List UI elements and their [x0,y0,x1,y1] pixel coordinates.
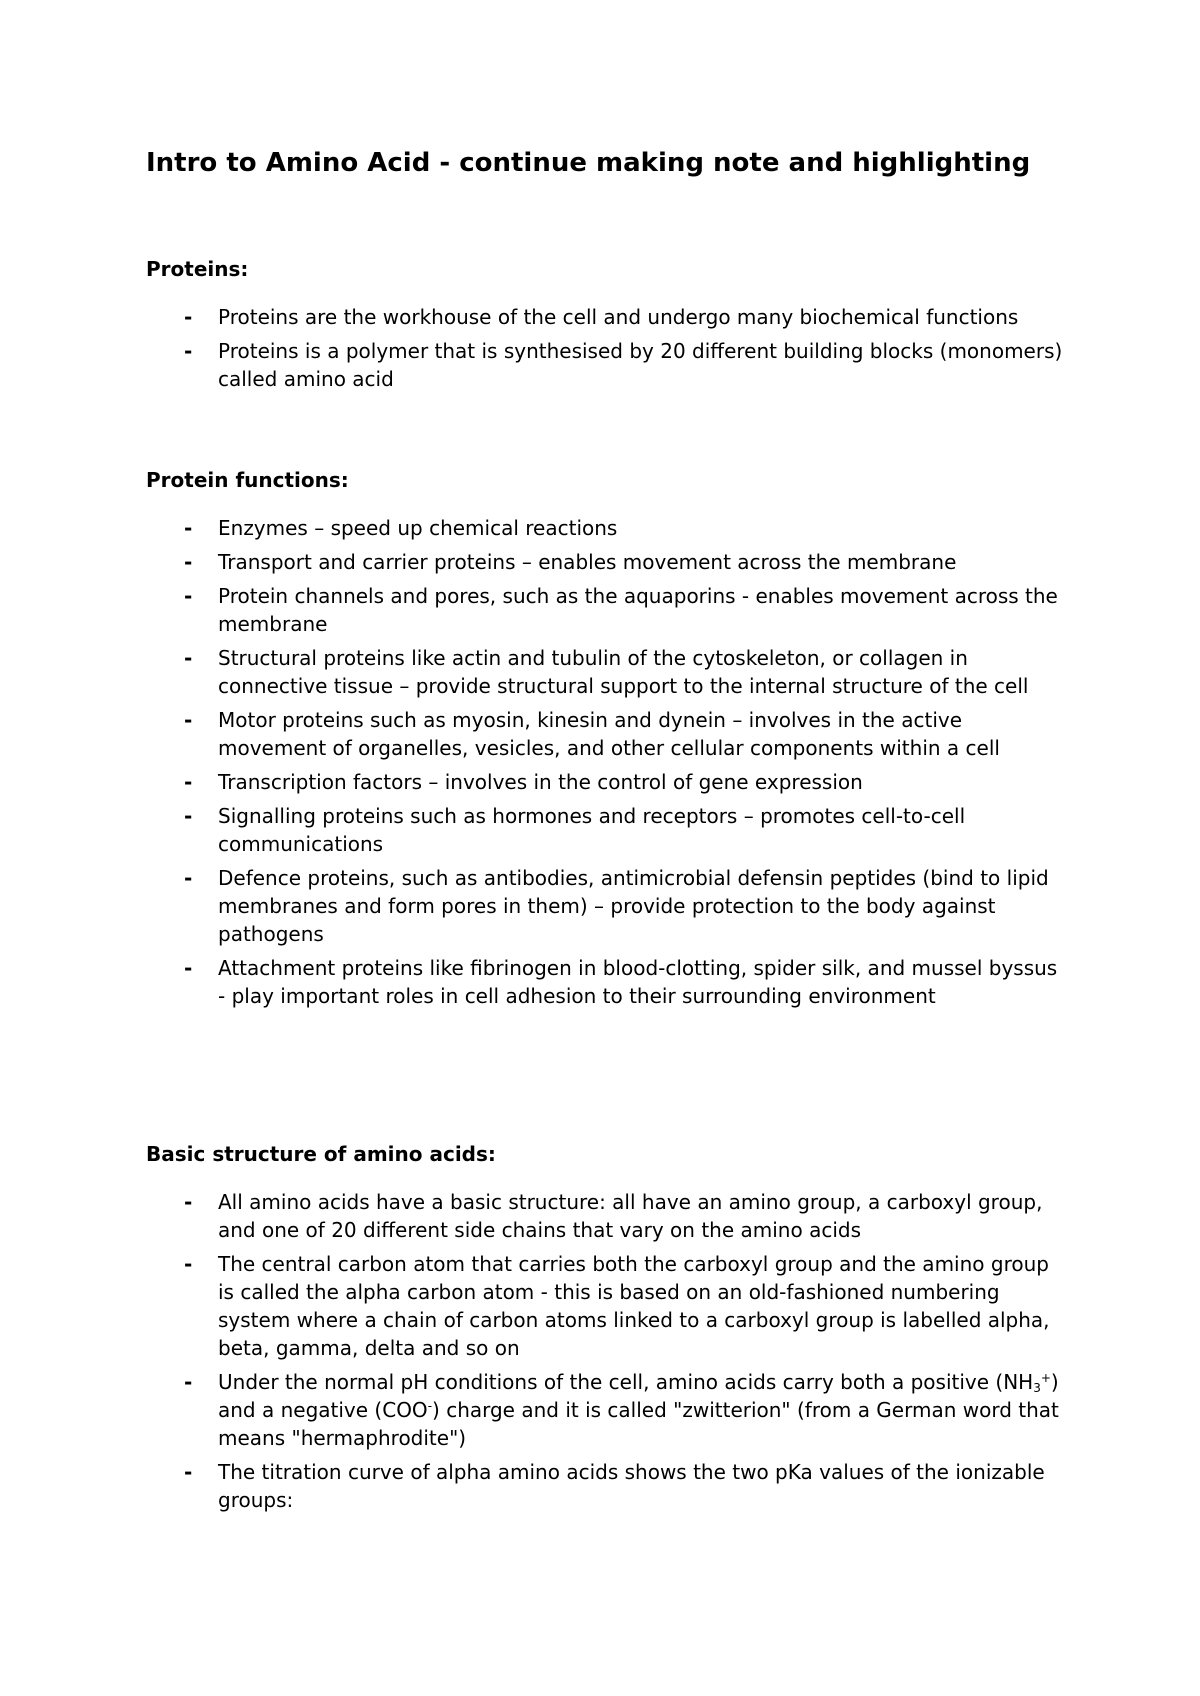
bullet-dash: - [184,1252,193,1276]
bullet-list [146,303,1066,393]
bullet-dash: - [184,646,193,670]
bullet-dash: - [184,1460,193,1484]
section-proteins [146,255,1066,399]
section-heading: Proteins: [146,257,249,281]
bullet-dash: - [184,770,193,794]
section-basic-structure [146,1140,1066,1520]
bullet-dash: - [184,550,193,574]
section-heading: Protein functions: [146,468,349,492]
list-item: - Motor proteins such as myosin, kinesin and dynein – involves in the active movement of organelles, vesicles, and other cellular components within a cell [184,708,1000,760]
list-item: - Attachment proteins like fibrinogen in blood-clotting, spider silk, and mussel byssus - play important roles in cell adhesion to their surrounding environment [184,956,1058,1008]
bullet-dash: - [184,584,193,608]
list-item: - The central carbon atom that carries both the carboxyl group and the amino group is called the alpha carbon atom - this is based on an old-fashioned numbering system where a chain of carbon atoms linked to a carboxyl group is labelled alpha, beta, gamma, delta and so on [184,1252,1050,1360]
list-item: - Transport and carrier proteins – enables movement across the membrane [184,550,957,574]
bullet-dash: - [184,1370,193,1394]
section-heading: Basic structure of amino acids: [146,1142,496,1166]
list-item: - Proteins are the workhouse of the cell and undergo many biochemical functions [184,305,1019,329]
bullet-dash: - [184,804,193,828]
bullet-list [146,1188,1066,1514]
list-item: - Structural proteins like actin and tubulin of the cytoskeleton, or collagen in connective tissue – provide structural support to the internal structure of the cell [184,646,1029,698]
bullet-dash: - [184,866,193,890]
section-protein-functions [146,466,1066,1016]
list-item: - Signalling proteins such as hormones and receptors – promotes cell-to-cell communications [184,804,966,856]
list-item: - Protein channels and pores, such as the aquaporins - enables movement across the membrane [184,584,1058,636]
bullet-dash: - [184,305,193,329]
bullet-dash: - [184,708,193,732]
bullet-dash: - [184,516,193,540]
bullet-dash: - [184,956,193,980]
bullet-dash: - [184,339,193,363]
list-item: - Defence proteins, such as antibodies, antimicrobial defensin peptides (bind to lipid membranes and form pores in them) – provide protection to the body against pathogens [184,866,1049,946]
bullet-dash: - [184,1190,193,1214]
list-item: - Proteins is a polymer that is synthesised by 20 different building blocks (monomers) called amino acid [184,339,1063,391]
list-item: - All amino acids have a basic structure: all have an amino group, a carboxyl group, and one of 20 different side chains that vary on the amino acids [184,1190,1043,1242]
list-item: - Transcription factors – involves in the control of gene expression [184,770,863,794]
list-item: - Under the normal pH conditions of the cell, amino acids carry both a positive $(NH_3^+)$ and a negative (COO-) charge and it is called "zwitterion" (from a German word that means "hermaphrodite") [184,1370,1059,1450]
list-item: - The titration curve of alpha amino acids shows the two pKa values of the ionizable groups: [184,1460,1045,1512]
page-title: Intro to Amino Acid - continue making note and highlighting [146,148,1031,178]
bullet-list [146,514,1066,1010]
list-item: - Enzymes – speed up chemical reactions [184,516,618,540]
